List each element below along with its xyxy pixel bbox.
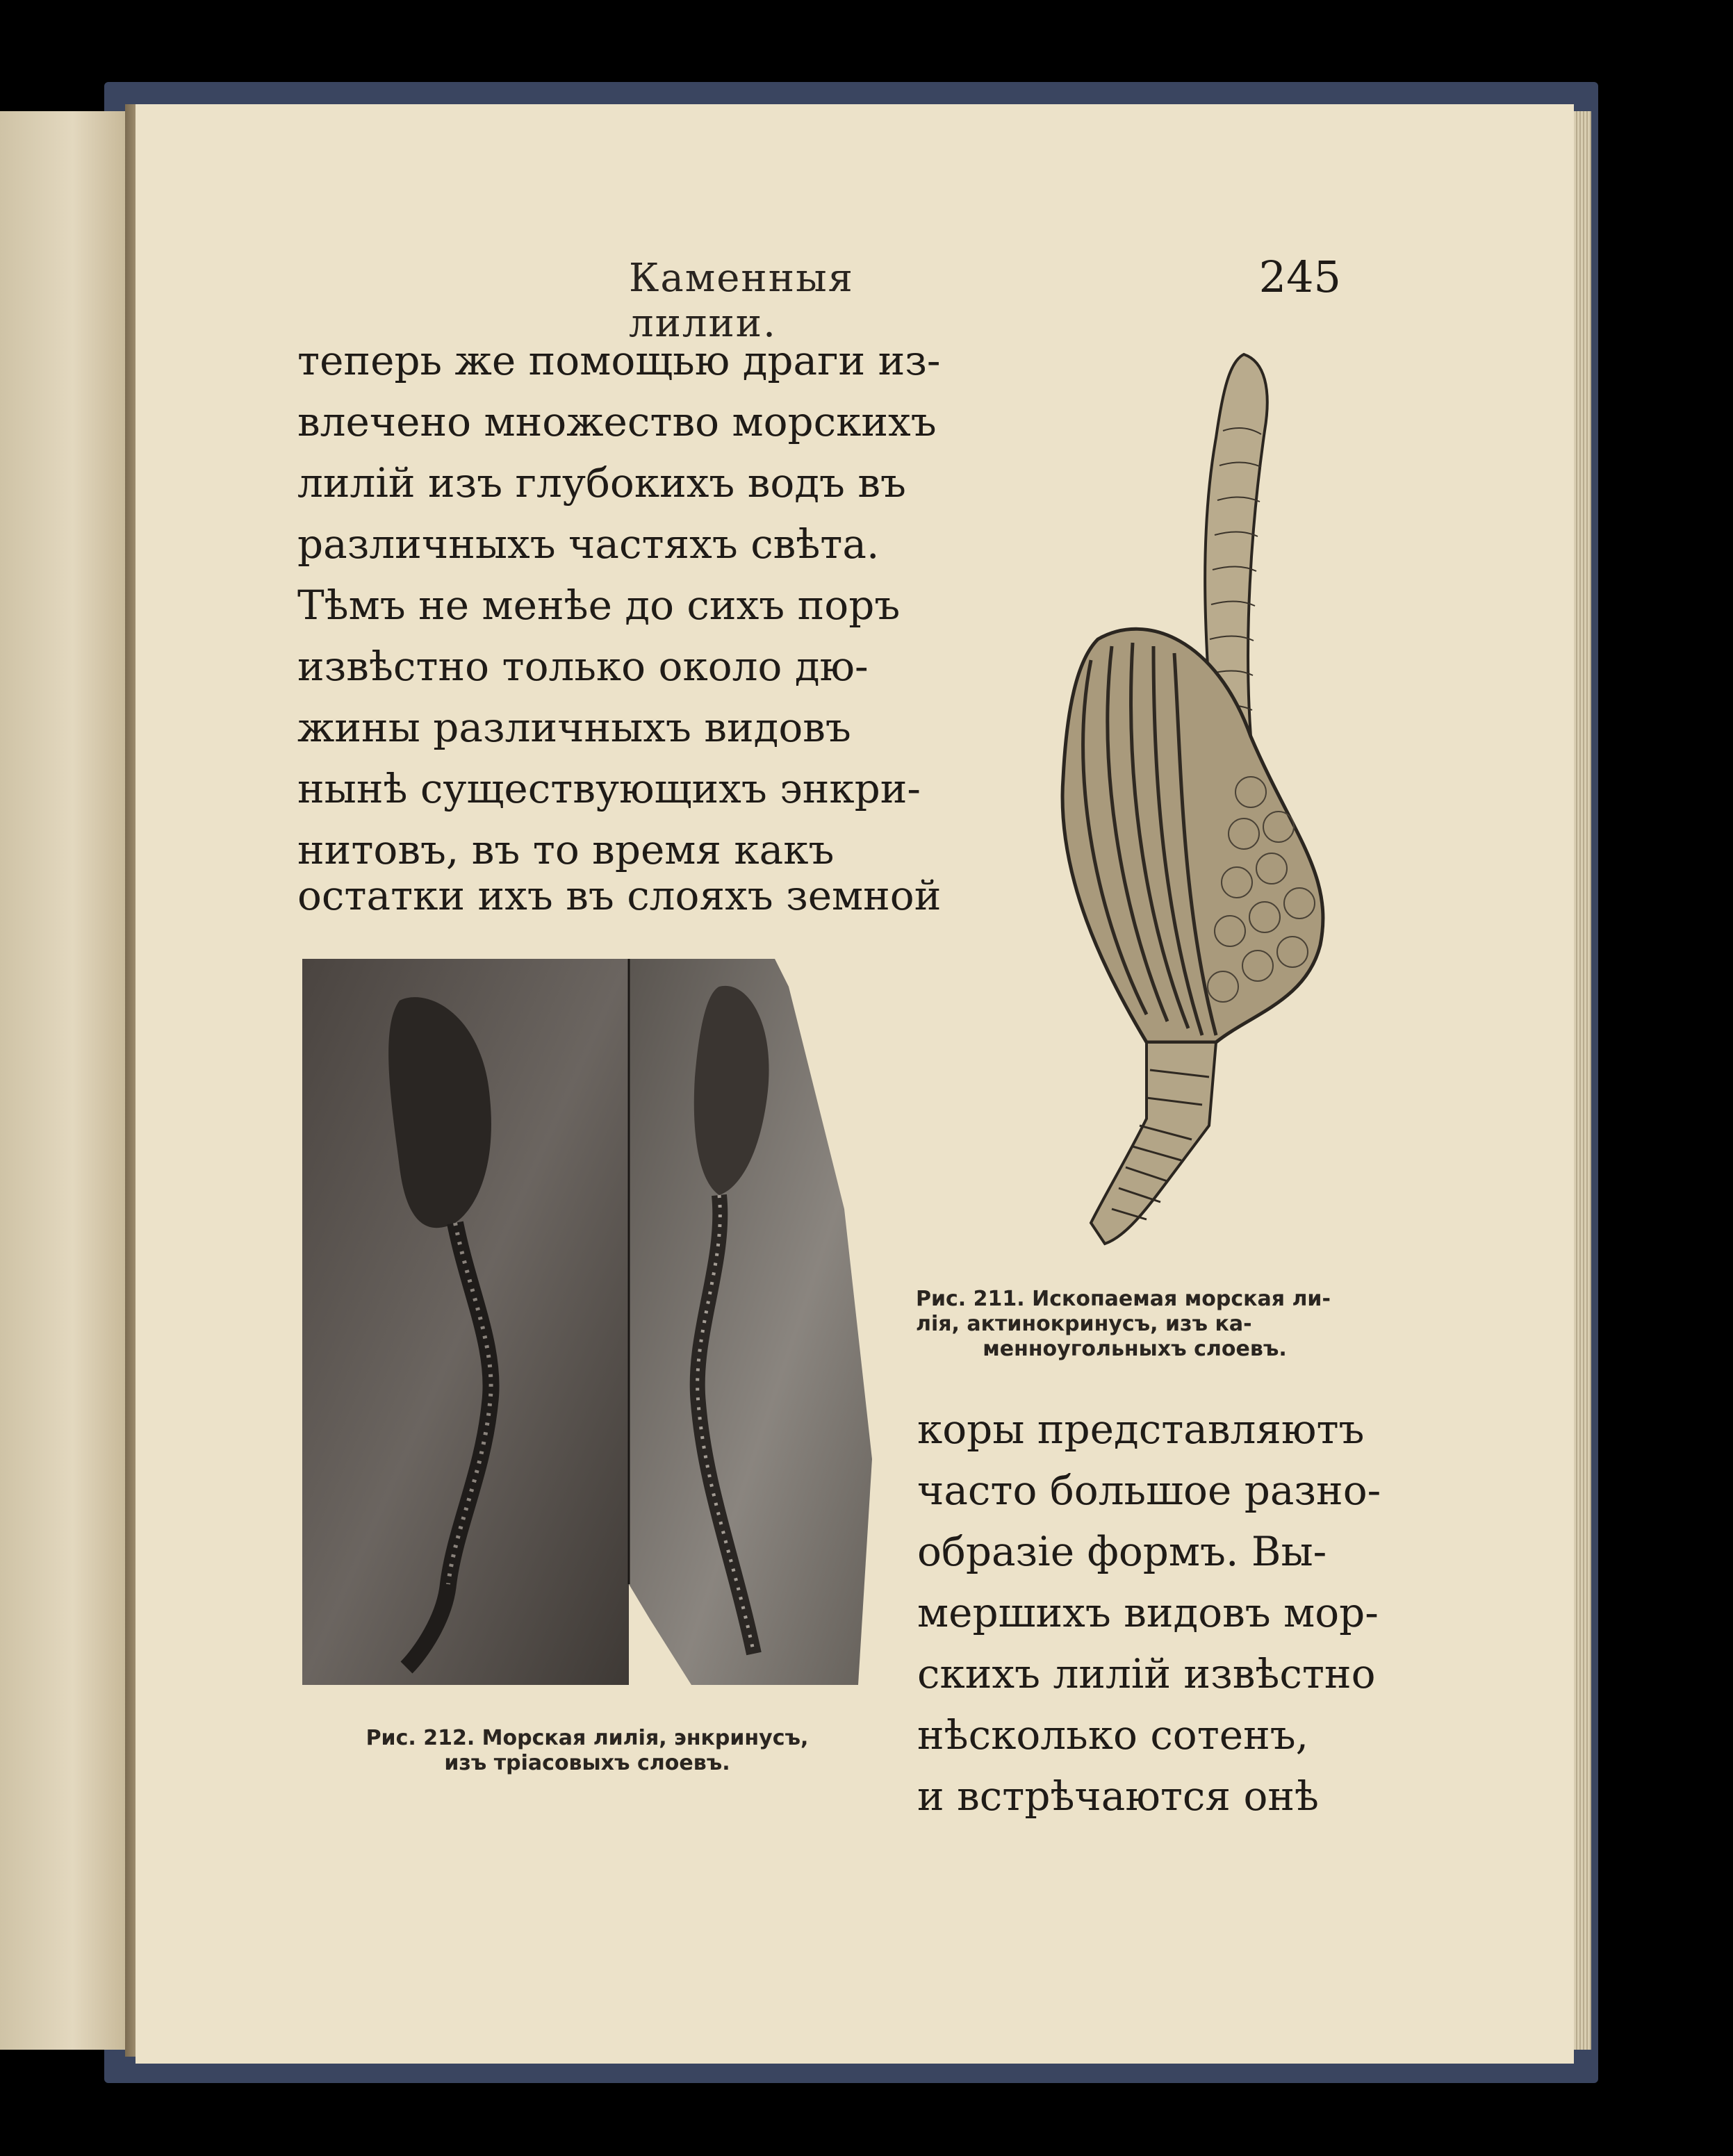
text-line: извѣстно только около дю- (297, 643, 869, 690)
text-line: коры представляютъ (917, 1406, 1365, 1453)
text-line: скихъ лилій извѣстно (917, 1650, 1376, 1697)
caption-line: менноугольныхъ слоевъ. (983, 1337, 1287, 1361)
text-line: различныхъ частяхъ свѣта. (297, 520, 880, 568)
text-line: нѣсколько сотенъ, (917, 1711, 1309, 1759)
fig-211-caption (916, 1287, 1354, 1362)
text-line: нынѣ существующихъ энкри- (297, 765, 921, 812)
left-page-edge (0, 111, 132, 2050)
text-line: влечено множество морскихъ (297, 398, 937, 445)
fig-212-encrinus-photograph (302, 959, 872, 1685)
running-header: Каменныя лилии. (629, 256, 854, 346)
text-line: остатки ихъ въ слояхъ земной (297, 872, 942, 919)
text-line: Тѣмъ не менѣе до сихъ поръ (297, 582, 901, 629)
text-line: часто большое разно- (917, 1467, 1381, 1514)
text-line: нитовъ, въ то время какъ (297, 826, 835, 873)
text-line: мершихъ видовъ мор- (917, 1589, 1379, 1636)
text-line: и встрѣчаются онѣ (917, 1772, 1319, 1820)
caption-line: Рис. 211. Ископаемая морская ли- (916, 1287, 1331, 1311)
text-line: жины различныхъ видовъ (297, 704, 851, 751)
text-line: лилій изъ глубокихъ водъ въ (297, 459, 906, 507)
text-line: теперь же помощью драги из- (297, 337, 941, 384)
caption-line: изъ тріасовыхъ слоевъ. (444, 1751, 730, 1775)
page-number: 245 (1258, 252, 1341, 302)
fig-212-caption (337, 1726, 837, 1776)
caption-line: лія, актинокринусъ, изъ ка- (916, 1312, 1252, 1336)
text-line: образіе формъ. Вы- (917, 1528, 1327, 1575)
fig-211-actinocrinus-illustration (917, 347, 1334, 1278)
caption-line: Рис. 212. Морская лилія, энкринусъ, (366, 1726, 809, 1750)
